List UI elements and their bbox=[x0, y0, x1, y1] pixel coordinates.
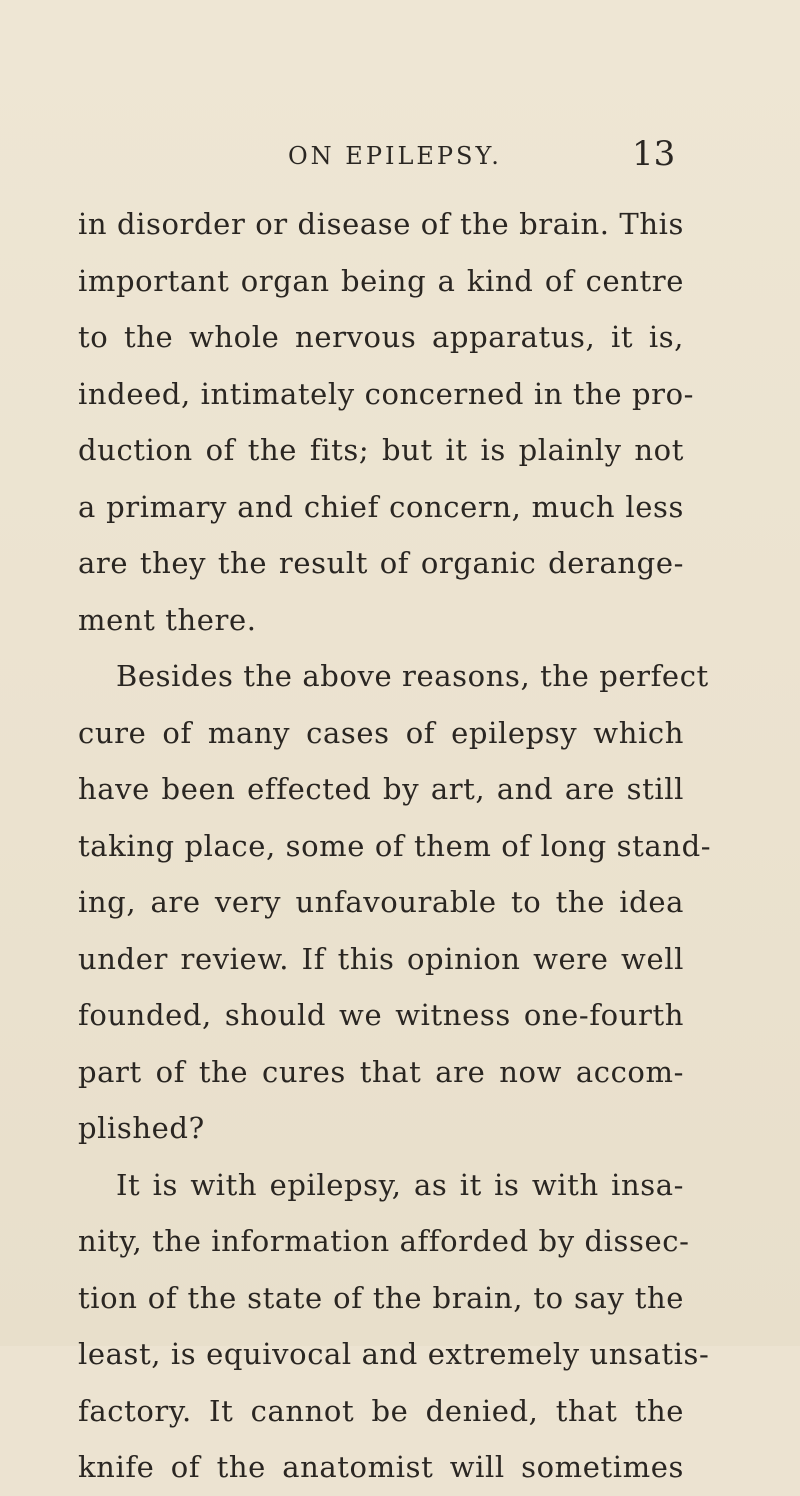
text-line: duction of the fits; but it is plainly not bbox=[78, 433, 684, 467]
text-line: under review. If this opinion were well bbox=[78, 941, 684, 976]
page-number: 13 bbox=[632, 134, 676, 174]
paragraph-start-line: Besides the above reasons, the perfect bbox=[116, 659, 709, 693]
text-line: taking place, some of them of long stand- bbox=[78, 828, 712, 863]
text-line: have been effected by art, and are still bbox=[78, 772, 684, 806]
text-line: part of the cures that are now accom- bbox=[78, 1054, 684, 1089]
text-line: are they the result of organic derange- bbox=[78, 546, 684, 580]
text-line: least, is equivocal and extremely unsatis- bbox=[78, 1337, 710, 1371]
text-line: plished? bbox=[78, 1111, 205, 1145]
text-line: cure of many cases of epilepsy which bbox=[78, 715, 684, 750]
running-title: ON EPILEPSY. bbox=[288, 142, 502, 170]
body-text bbox=[78, 196, 712, 1496]
text-line: founded, should we witness one-fourth bbox=[78, 998, 684, 1032]
text-line: ment there. bbox=[78, 602, 257, 637]
text-line: important organ being a kind of centre bbox=[78, 263, 684, 298]
text-line: knife of the anatomist will sometimes bbox=[78, 1450, 684, 1484]
text-line: ing, are very unfavourable to the idea bbox=[78, 885, 684, 919]
paragraph-start-line: It is with epilepsy, as it is with insa- bbox=[116, 1167, 684, 1202]
text-line: indeed, intimately concerned in the pro- bbox=[78, 376, 695, 411]
text-line: to the whole nervous apparatus, it is, bbox=[78, 320, 684, 354]
text-line: nity, the information afforded by dissec- bbox=[78, 1224, 690, 1258]
running-head bbox=[0, 134, 800, 178]
text-line: factory. It cannot be denied, that the bbox=[78, 1393, 684, 1428]
text-line: a primary and chief concern, much less bbox=[78, 489, 684, 524]
text-line: tion of the state of the brain, to say the bbox=[78, 1280, 684, 1315]
text-line: in disorder or disease of the brain. This bbox=[78, 207, 685, 241]
